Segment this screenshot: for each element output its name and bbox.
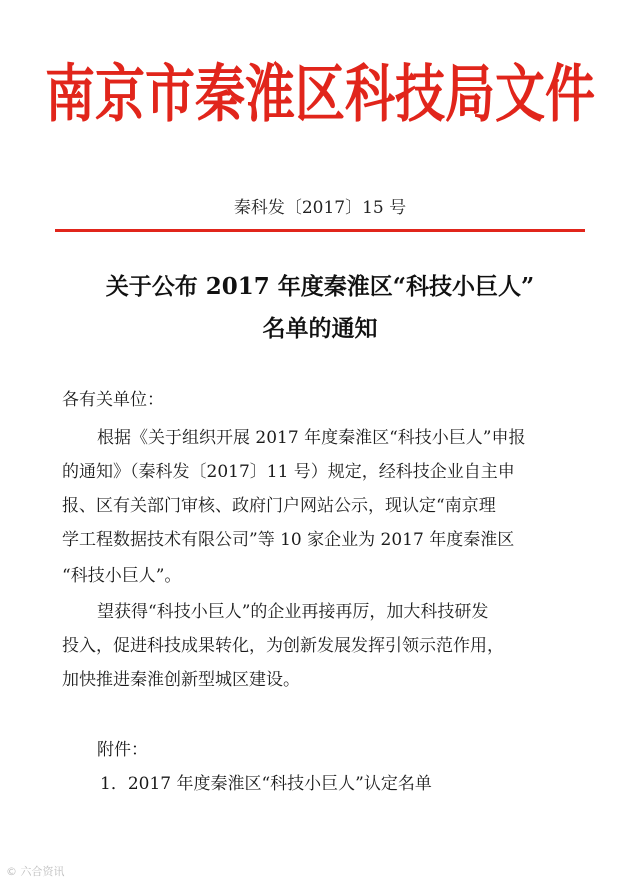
paragraph-1-line-4: 学工程数据技术有限公司”等 10 家企业为 2017 年度秦淮区 (62, 530, 515, 550)
paragraph-2-line-3: 加快推进秦淮创新型城区建设。 (62, 670, 300, 690)
paragraph-1-line-5: “科技小巨人”。 (62, 566, 182, 586)
notice-title-line-1: 关于公布 2017 年度秦淮区“科技小巨人” (105, 273, 535, 300)
red-divider-line (55, 229, 585, 232)
attachment-label: 附件： (97, 740, 148, 760)
notice-title-line-2: 名单的通知 (262, 315, 378, 342)
paragraph-2-line-1: 望获得“科技小巨人”的企业再接再厉，加大科技研发 (97, 602, 489, 622)
masthead-title: 南京市秦淮区科技局文件 (45, 56, 595, 131)
watermark-logo: © 六合资讯 (6, 865, 65, 878)
document-number: 秦科发〔2017〕15 号 (233, 198, 407, 218)
paragraph-2-line-2: 投入，促进科技成果转化，为创新发展发挥引领示范作用， (62, 636, 504, 656)
attachment-item-1: 1．2017 年度秦淮区“科技小巨人”认定名单 (100, 774, 432, 794)
salutation: 各有关单位： (62, 390, 164, 410)
paragraph-1-line-1: 根据《关于组织开展 2017 年度秦淮区“科技小巨人”申报 (97, 428, 526, 448)
paragraph-1-line-2: 的通知》（秦科发〔2017〕11 号）规定，经科技企业自主申 (62, 462, 515, 482)
paragraph-1-line-3: 报、区有关部门审核、政府门户网站公示，现认定“南京理 (62, 496, 496, 516)
